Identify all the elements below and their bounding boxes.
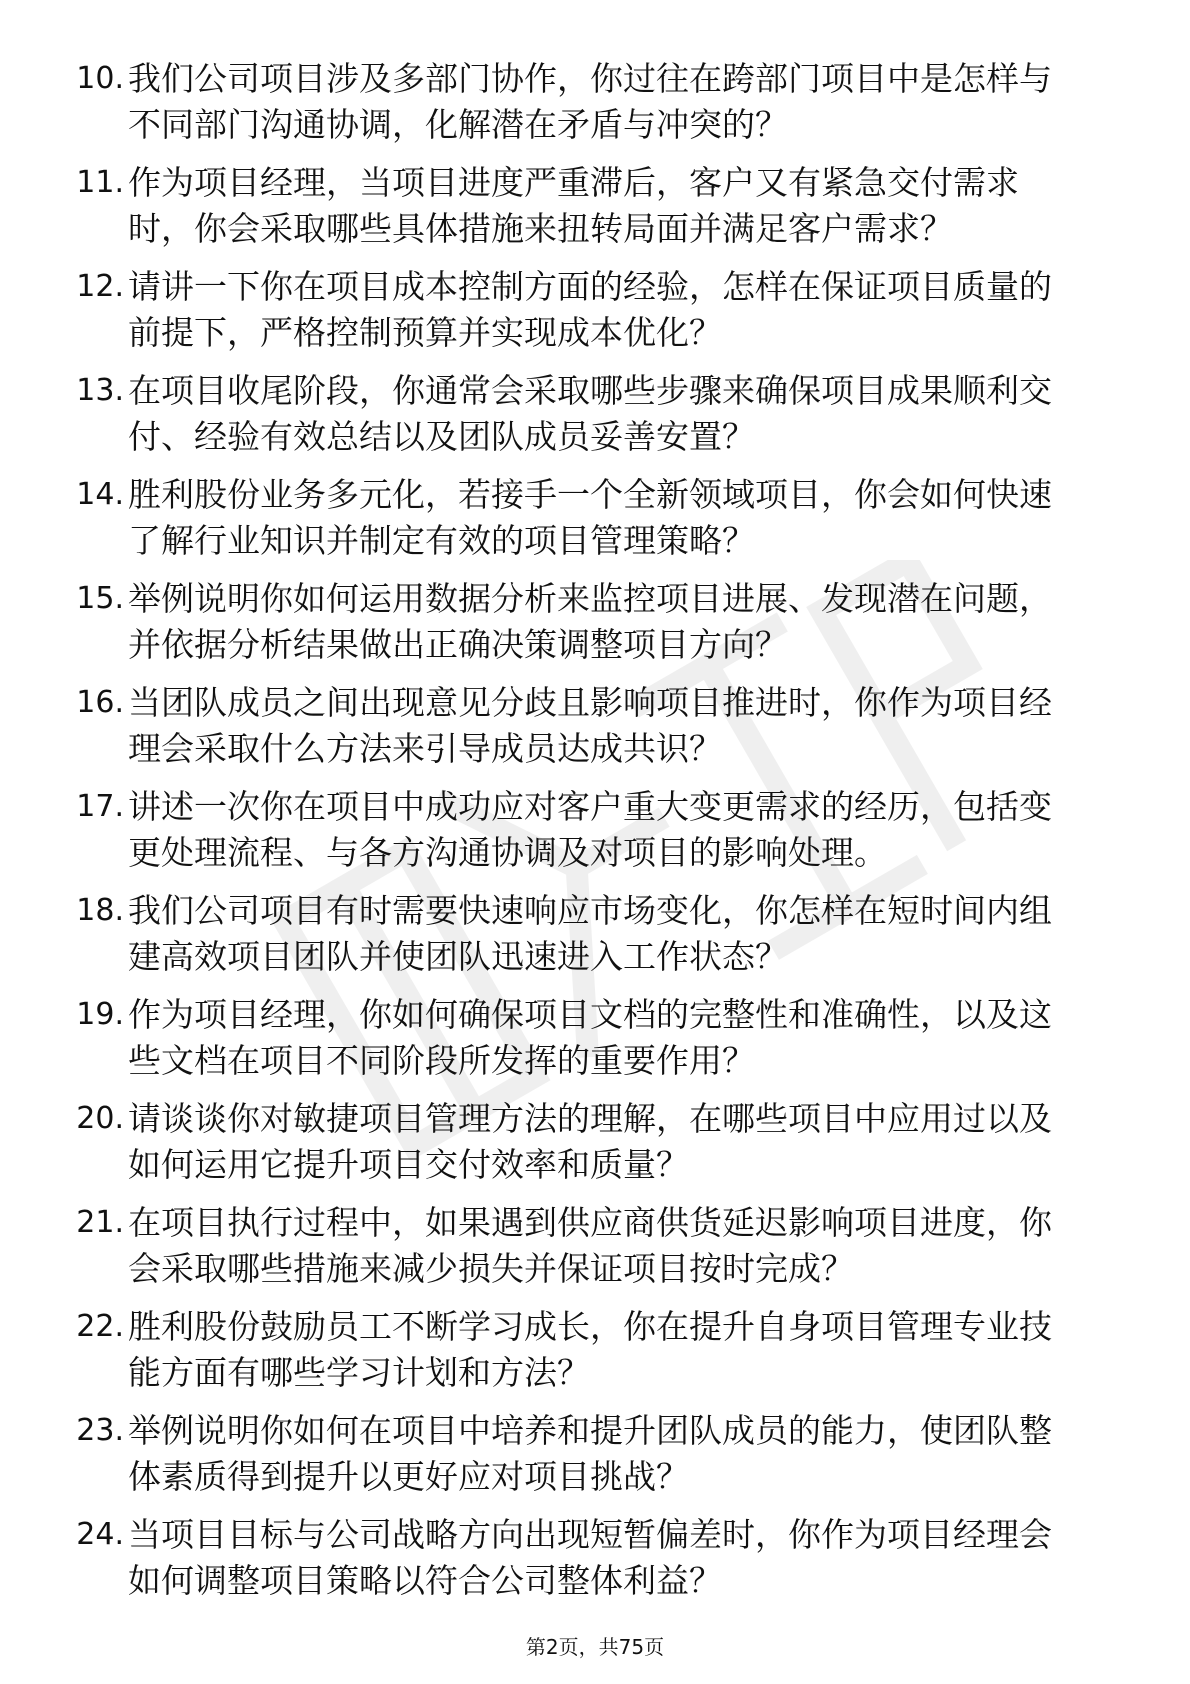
question-text-line: 前提下，严格控制预算并实现成本优化？ (128, 313, 722, 352)
question-item (56, 888, 1116, 992)
question-text (128, 1512, 1124, 1604)
question-text (128, 1408, 1124, 1500)
question-text-line: 建高效项目团队并使团队迅速进入工作状态？ (128, 937, 788, 976)
question-text-line: 些文档在项目不同阶段所发挥的重要作用？ (128, 1041, 755, 1080)
question-text-line: 请讲一下你在项目成本控制方面的经验，怎样在保证项目质量的 (128, 267, 1052, 306)
question-text (128, 1200, 1124, 1292)
question-item (56, 160, 1116, 264)
page-footer (0, 1633, 1190, 1661)
question-text (128, 56, 1124, 148)
question-number: 21. (76, 1205, 124, 1240)
question-number: 10. (76, 61, 124, 96)
question-text-line: 请谈谈你对敏捷项目管理方法的理解，在哪些项目中应用过以及 (128, 1099, 1052, 1138)
question-text-line: 如何运用它提升项目交付效率和质量？ (128, 1145, 689, 1184)
question-number: 15. (76, 581, 124, 616)
question-text-line: 了解行业知识并制定有效的项目管理策略？ (128, 521, 755, 560)
question-number: 16. (76, 685, 124, 720)
question-text (128, 472, 1124, 564)
page-number-label: 第2页，共75页 (525, 1635, 665, 1659)
question-number: 17. (76, 789, 124, 824)
question-number: 18. (76, 893, 124, 928)
question-text-line: 举例说明你如何运用数据分析来监控项目进展、发现潜在问题， (128, 579, 1052, 618)
question-text-line: 讲述一次你在项目中成功应对客户重大变更需求的经历，包括变 (128, 787, 1052, 826)
question-number: 12. (76, 269, 124, 304)
question-text-line: 我们公司项目涉及多部门协作，你过往在跨部门项目中是怎样与 (128, 59, 1052, 98)
question-text (128, 264, 1124, 356)
question-item (56, 1304, 1116, 1408)
question-item (56, 992, 1116, 1096)
question-text-line: 作为项目经理，当项目进度严重滞后，客户又有紧急交付需求 (128, 163, 1019, 202)
question-item (56, 784, 1116, 888)
question-item (56, 1096, 1116, 1200)
question-number: 20. (76, 1101, 124, 1136)
question-list (56, 56, 1116, 1616)
question-item (56, 472, 1116, 576)
question-number: 13. (76, 373, 124, 408)
question-number: 23. (76, 1413, 124, 1448)
question-text-line: 理会采取什么方法来引导成员达成共识？ (128, 729, 722, 768)
question-item (56, 1200, 1116, 1304)
question-text-line: 付、经验有效总结以及团队成员妥善安置？ (128, 417, 755, 456)
question-text-line: 在项目收尾阶段，你通常会采取哪些步骤来确保项目成果顺利交 (128, 371, 1052, 410)
question-number: 19. (76, 997, 124, 1032)
question-item (56, 56, 1116, 160)
question-text (128, 1304, 1124, 1396)
question-text (128, 160, 1124, 252)
question-item (56, 368, 1116, 472)
question-item (56, 264, 1116, 368)
question-text-line: 时，你会采取哪些具体措施来扭转局面并满足客户需求？ (128, 209, 953, 248)
question-text-line: 如何调整项目策略以符合公司整体利益？ (128, 1561, 722, 1600)
question-text (128, 680, 1124, 772)
question-text-line: 我们公司项目有时需要快速响应市场变化，你怎样在短时间内组 (128, 891, 1052, 930)
question-text-line: 体素质得到提升以更好应对项目挑战？ (128, 1457, 689, 1496)
question-item (56, 1512, 1116, 1616)
question-number: 22. (76, 1309, 124, 1344)
question-text (128, 784, 1124, 876)
question-text-line: 作为项目经理，你如何确保项目文档的完整性和准确性，以及这 (128, 995, 1052, 1034)
question-text-line: 不同部门沟通协调，化解潜在矛盾与冲突的？ (128, 105, 788, 144)
question-text (128, 1096, 1124, 1188)
question-text (128, 888, 1124, 980)
question-text-line: 胜利股份业务多元化，若接手一个全新领域项目，你会如何快速 (128, 475, 1052, 514)
question-text-line: 当项目目标与公司战略方向出现短暂偏差时，你作为项目经理会 (128, 1515, 1052, 1554)
question-text-line: 能方面有哪些学习计划和方法？ (128, 1353, 590, 1392)
question-text-line: 并依据分析结果做出正确决策调整项目方向？ (128, 625, 788, 664)
question-text (128, 368, 1124, 460)
question-text-line: 在项目执行过程中，如果遇到供应商供货延迟影响项目进度，你 (128, 1203, 1052, 1242)
question-item (56, 576, 1116, 680)
question-text-line: 会采取哪些措施来减少损失并保证项目按时完成？ (128, 1249, 854, 1288)
question-item (56, 1408, 1116, 1512)
question-text-line: 当团队成员之间出现意见分歧且影响项目推进时，你作为项目经 (128, 683, 1052, 722)
question-number: 24. (76, 1517, 124, 1552)
question-number: 11. (76, 165, 124, 200)
question-text-line: 更处理流程、与各方沟通协调及对项目的影响处理。 (128, 833, 887, 872)
question-text-line: 举例说明你如何在项目中培养和提升团队成员的能力，使团队整 (128, 1411, 1052, 1450)
question-number: 14. (76, 477, 124, 512)
question-text (128, 576, 1124, 668)
question-text-line: 胜利股份鼓励员工不断学习成长，你在提升自身项目管理专业技 (128, 1307, 1052, 1346)
question-text (128, 992, 1124, 1084)
question-item (56, 680, 1116, 784)
